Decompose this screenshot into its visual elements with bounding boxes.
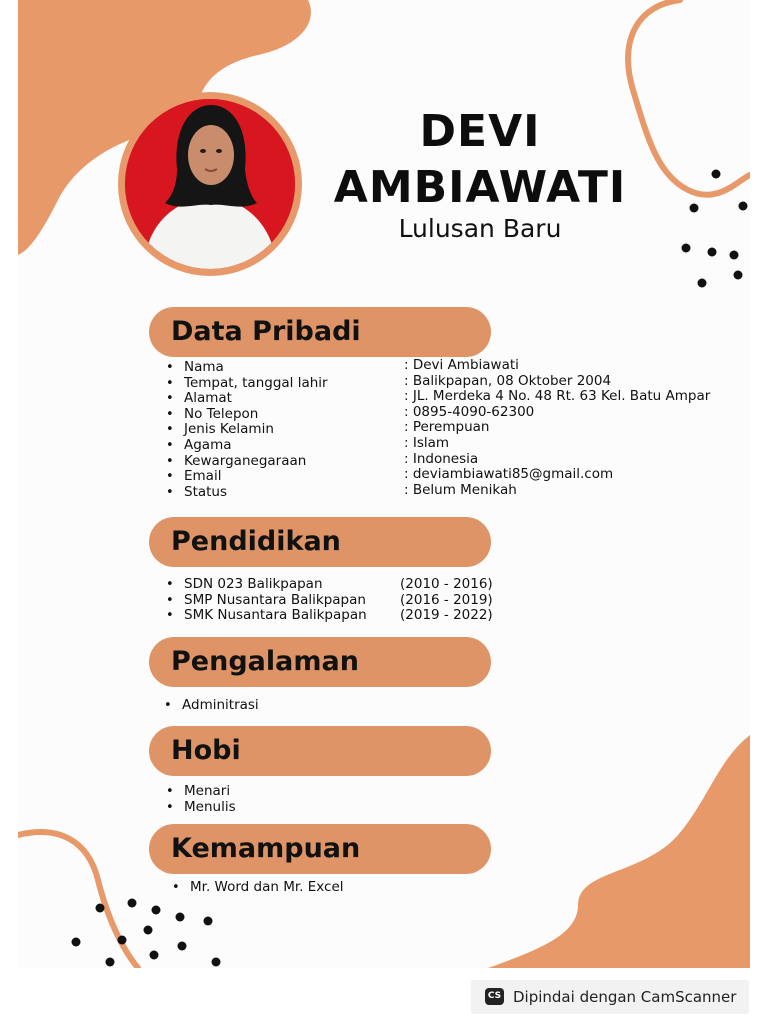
bottom-left-dots (72, 899, 221, 967)
personal-label: • Agama (166, 438, 328, 454)
section-title-skills: Kemampuan (171, 833, 361, 864)
personal-labels (166, 360, 328, 500)
personal-label: • Jenis Kelamin (166, 422, 328, 438)
section-title-education: Pendidikan (171, 526, 341, 557)
section-title-hobbies: Hobi (171, 735, 241, 766)
section-header-experience (149, 637, 491, 687)
personal-label: • Tempat, tanggal lahir (166, 376, 328, 392)
personal-label: • Status (166, 485, 328, 501)
education-school: • SMK Nusantara Balikpapan (166, 608, 367, 624)
personal-value: : Indonesia (404, 450, 479, 467)
personal-label: • Nama (166, 360, 328, 376)
profile-photo-frame (118, 92, 302, 276)
section-header-education (149, 517, 491, 567)
personal-label: • Alamat (166, 391, 328, 407)
section-header-hobbies (149, 726, 491, 776)
personal-label: • No Telepon (166, 407, 328, 423)
section-header-personal (149, 307, 491, 357)
personal-value: : Perempuan (404, 419, 490, 436)
last-name: AMBIAWATI (333, 162, 627, 213)
education-year: (2019 - 2022) (400, 607, 493, 624)
education-school: • SDN 023 Balikpapan (166, 577, 367, 593)
education-year: (2016 - 2019) (400, 591, 493, 608)
education-schools (166, 577, 367, 624)
personal-value: : Belum Menikah (404, 481, 517, 498)
personal-label: • Kewarganegaraan (166, 454, 328, 470)
resume-page (18, 0, 750, 968)
hobbies-list (166, 784, 236, 815)
bottom-left-swirl (18, 832, 138, 968)
top-right-dots (682, 170, 748, 288)
scanner-watermark (471, 980, 749, 1014)
experience-item: • Adminitrasi (164, 698, 259, 714)
personal-value: : Devi Ambiawati (404, 357, 519, 373)
personal-value: : 0895-4090-62300 (404, 403, 535, 420)
camscanner-logo-icon: CS (485, 988, 504, 1005)
full-name (310, 104, 650, 216)
skill-item: • Mr. Word dan Mr. Excel (172, 880, 344, 896)
section-title-experience: Pengalaman (171, 646, 359, 677)
job-subtitle: Lulusan Baru (398, 214, 562, 243)
personal-value: : Islam (404, 434, 450, 451)
profile-photo (125, 99, 295, 269)
personal-value: : Balikpapan, 08 Oktober 2004 (404, 372, 612, 389)
personal-value: : deviambiawati85@gmail.com (404, 466, 614, 483)
hobby-item: • Menulis (166, 800, 236, 816)
profile-avatar-illustration (125, 99, 295, 269)
experience-list (164, 698, 259, 714)
education-years (400, 577, 493, 624)
first-name: DEVI (419, 106, 541, 157)
section-title-personal: Data Pribadi (171, 316, 361, 347)
hobby-item: • Menari (166, 784, 236, 800)
education-school: • SMP Nusantara Balikpapan (166, 593, 367, 609)
personal-label: • Email (166, 469, 328, 485)
scanner-watermark-text: Dipindai dengan CamScanner (513, 988, 737, 1006)
section-header-skills (149, 824, 491, 874)
bottom-right-blob (488, 735, 750, 968)
education-year: (2010 - 2016) (400, 576, 493, 592)
personal-value: : JL. Merdeka 4 No. 48 Rt. 63 Kel. Batu Ampar (404, 388, 711, 405)
personal-values (404, 358, 710, 498)
skills-list (172, 880, 344, 896)
